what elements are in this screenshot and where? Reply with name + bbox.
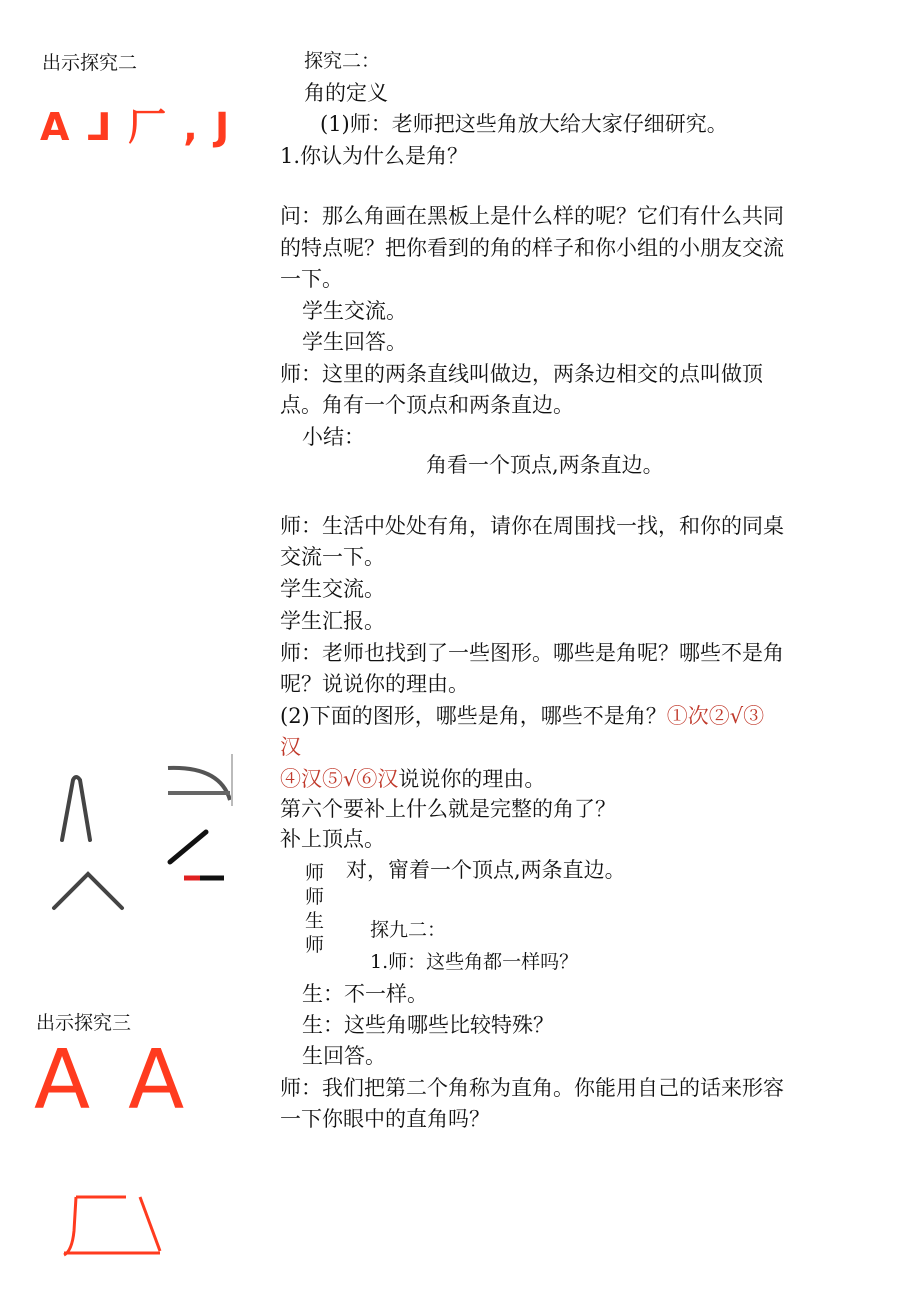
question-line: [280, 703, 764, 730]
text-line: 师：老师也找到了一些图形。哪些是角呢？哪些不是角: [280, 641, 784, 665]
speaker-marker: 师: [305, 886, 325, 908]
text-line: 一下你眼中的直角吗？: [280, 1107, 490, 1131]
text-line: 师：这里的两条直线叫做边，两条边相交的点叫做顶: [280, 362, 763, 386]
red-angle-glyphs-1: A ⅃ 厂 , J: [40, 105, 232, 149]
text-line: 问：那么角画在黑板上是什么样的呢？它们有什么共同: [280, 204, 784, 228]
label-show-explore-3: 出示探究三: [36, 1012, 132, 1034]
text-line: 生：不一样。: [302, 982, 428, 1006]
answer-line: [280, 766, 545, 793]
text-line: (1)师：老师把这些角放大给大家仔细研究。: [320, 112, 728, 136]
text-line: 补上顶点。: [280, 827, 385, 851]
text-line: 点。角有一个顶点和两条直边。: [280, 393, 574, 417]
text-line: 探九二：: [370, 919, 447, 941]
text-line: 学生交流。: [280, 577, 385, 601]
text-line: 一下。: [280, 267, 343, 291]
text-line: 探究二：: [304, 50, 381, 72]
angle-figure-4: [54, 874, 122, 908]
text-line: 学生回答。: [302, 330, 407, 354]
text-line: 角的定义: [304, 81, 388, 105]
trapezoid-red-icon: [60, 1185, 170, 1265]
text-line: 小结：: [302, 425, 365, 449]
text-line: 师：生活中处处有角，请你在周围找一找，和你的同桌: [280, 514, 784, 538]
text-line: 1.你认为什么是角？: [280, 144, 469, 168]
text-line: 第六个要补上什么就是完整的角了？: [280, 797, 616, 821]
angle-figure-2: [168, 768, 230, 800]
angle-figures: [40, 750, 240, 920]
answer-marks: ①次②√③: [666, 704, 765, 728]
text-line: 1.师：这些角都一样吗？: [370, 951, 579, 973]
speaker-marker: 生: [305, 910, 325, 932]
answer-marks: ④汉⑤√⑥汉: [280, 767, 399, 791]
text-line: 生回答。: [302, 1044, 386, 1068]
text-line: 的特点呢？把你看到的角的样子和你小组的小朋友交流: [280, 236, 784, 260]
question-text: (2)下面的图形，哪些是角，哪些不是角？: [280, 704, 667, 728]
angle-figure-1: [62, 777, 90, 840]
text-line: 师：我们把第二个角称为直角。你能用自己的话来形容: [280, 1076, 784, 1100]
speaker-marker: 师: [305, 934, 325, 956]
text-line: 对，甯着一个顶点,两条直边。: [346, 858, 626, 882]
red-angle-glyphs-2: A A: [34, 1033, 191, 1128]
summary-line: 角看一个顶点,两条直边。: [426, 453, 664, 477]
answer-text: 说说你的理由。: [398, 767, 546, 791]
text-line: 呢？说说你的理由。: [280, 672, 469, 696]
label-show-explore-2: 出示探究二: [42, 52, 138, 74]
answer-marks: 汉: [280, 735, 301, 759]
text-line: 学生汇报。: [280, 609, 385, 633]
text-line: 交流一下。: [280, 545, 385, 569]
speaker-marker: 师: [305, 862, 325, 884]
text-line: 学生交流。: [302, 299, 407, 323]
text-line: 生：这些角哪些比较特殊？: [302, 1013, 554, 1037]
angle-figure-5: [170, 832, 206, 862]
